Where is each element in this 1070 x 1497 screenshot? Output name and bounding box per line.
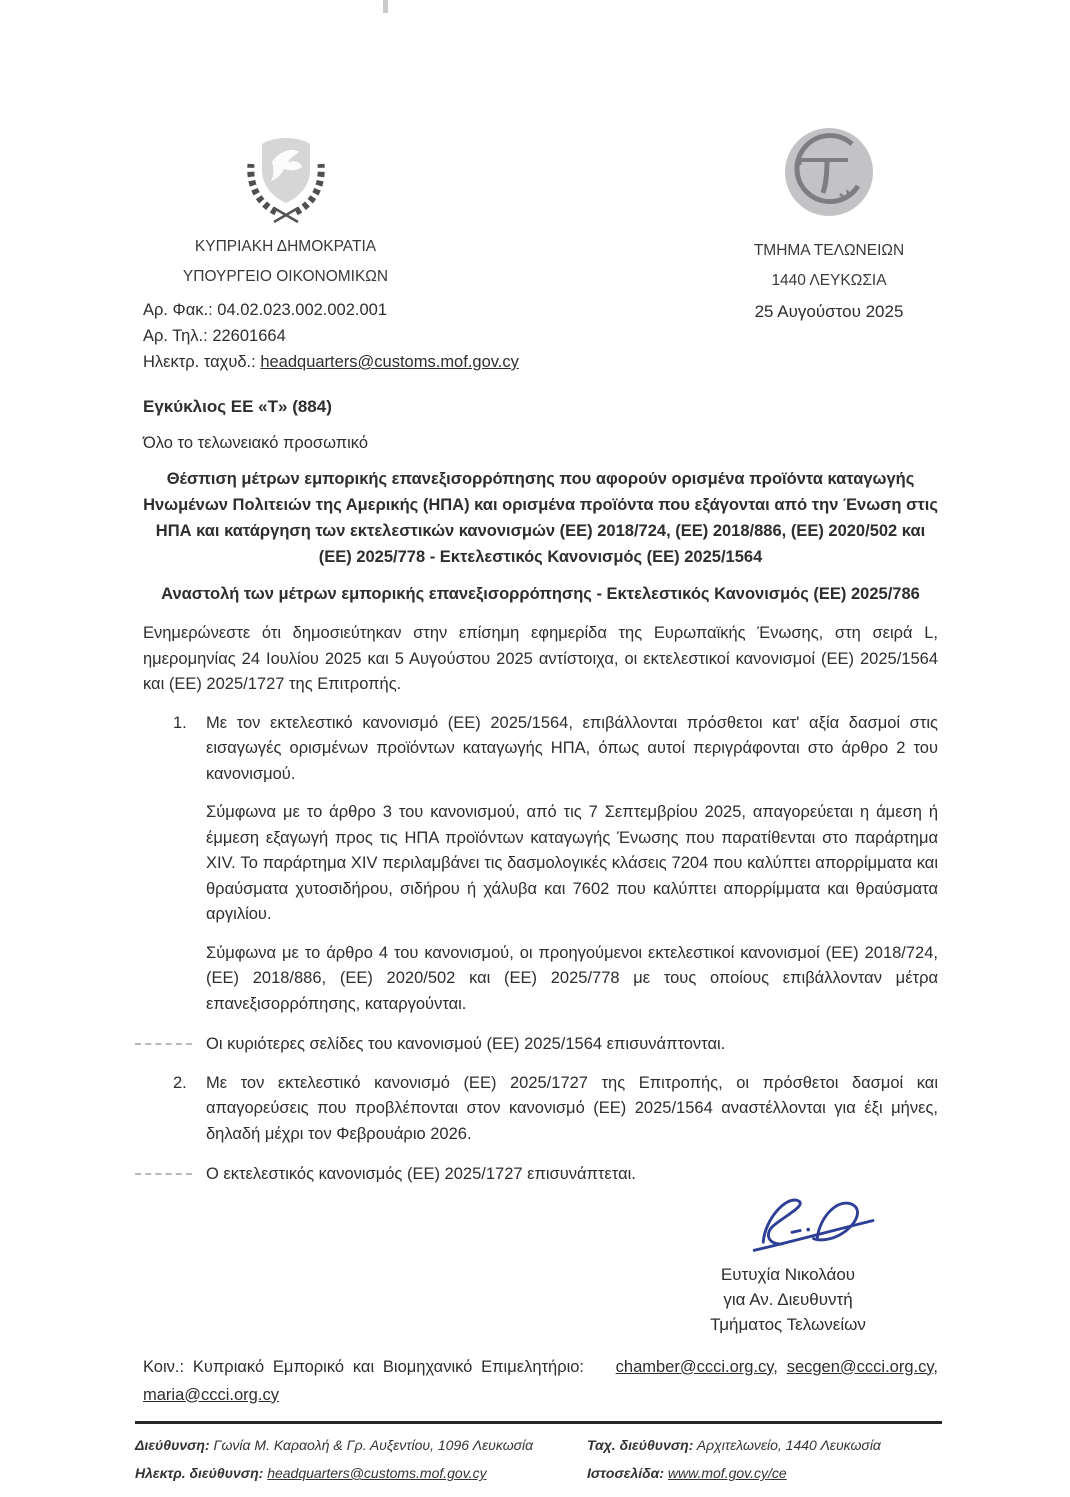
footer-website-label: Ιστοσελίδα: <box>587 1465 665 1481</box>
letterhead <box>143 126 938 322</box>
footer-postal-line <box>587 1437 942 1453</box>
cc-separator: , <box>933 1357 938 1376</box>
department-name: ΤΜΗΜΑ ΤΕΛΩΝΕΙΩΝ <box>753 242 905 259</box>
phone-number-line <box>143 323 938 349</box>
handwritten-signature-icon <box>730 1190 890 1262</box>
email-value: headquarters@customs.mof.gov.cy <box>260 353 519 371</box>
department-city: 1440 ΛΕΥΚΩΣΙΑ <box>771 272 887 289</box>
phone-number-value: 22601664 <box>212 327 286 345</box>
footer-email-label: Ηλεκτρ. διεύθυνση: <box>135 1465 264 1481</box>
list-item-2 <box>173 1071 938 1148</box>
cc-email-1: chamber@ccci.org.cy <box>615 1357 774 1376</box>
phone-number-label: Αρ. Τηλ.: <box>143 327 208 345</box>
republic-block <box>143 126 428 292</box>
file-number-label: Αρ. Φακ.: <box>143 301 213 319</box>
cc-label: Κοιν.: <box>143 1357 185 1376</box>
signature-block <box>638 1190 938 1337</box>
file-number-value: 04.02.023.002.002.001 <box>217 301 388 319</box>
footer-divider <box>135 1421 942 1424</box>
attachment-note-2-text: Ο εκτελεστικός κανονισμός (ΕΕ) 2025/1727 επισυνάπτεται. <box>206 1165 636 1183</box>
cc-organisation: Κυπριακό Εμπορικό και Βιομηχανικό Επιμελητήριο: <box>192 1357 585 1376</box>
footer-email-line <box>135 1465 587 1481</box>
ministry-name: ΥΠΟΥΡΓΕΙΟ ΟΙΚΟΝΟΜΙΚΩΝ <box>182 268 389 285</box>
customs-department-logo-icon <box>782 126 876 218</box>
department-block <box>704 126 954 322</box>
cyprus-coat-of-arms-icon <box>236 132 336 224</box>
list-item-1-number: 1. <box>173 713 187 732</box>
attachment-note-1-text: Οι κυριότερες σελίδες του κανονισμού (ΕΕ) 2025/1564 επισυνάπτονται. <box>206 1035 726 1053</box>
attachment-note-2 <box>143 1162 938 1188</box>
circular-heading: Εγκύκλιος ΕΕ «Τ» (884) <box>143 397 332 416</box>
cc-email-2: secgen@ccci.org.cy <box>786 1357 934 1376</box>
list-item-2-number: 2. <box>173 1073 187 1092</box>
list-item-1-paragraph-1: Με τον εκτελεστικό κανονισμό (ΕΕ) 2025/1564, επιβάλλονται πρόσθετοι κατ' αξία δασμοί στις εισαγωγές ορισμένων προϊόντων καταγωγής ΗΠΑ, όπως αυτοί περιγράφονται στο άρθρο 2 του κανονισμού. <box>206 713 938 783</box>
republic-name: ΚΥΠΡΙΑΚΗ ΔΗΜΟΚΡΑΤΙΑ <box>194 238 377 255</box>
recipient-line: Όλο το τελωνειακό προσωπικό <box>143 434 369 452</box>
signatory-capacity: για Αν. Διευθυντή <box>723 1289 853 1309</box>
footer-website-value: www.mof.gov.cy/ce <box>667 1465 787 1481</box>
list-item-1 <box>173 711 938 788</box>
list-item-2-paragraph-1: Με τον εκτελεστικό κανονισμό (ΕΕ) 2025/1727 της Επιτροπής, οι πρόσθετοι δασμοί και απαγορεύσεις που προβλέπονται στον κανονισμό (ΕΕ) 2025/1564 αναστέλλονται για έξι μήνες, δηλαδή μέχρι τον Φεβρουάριο 2026. <box>206 1073 938 1143</box>
footer-address-label: Διεύθυνση: <box>135 1437 210 1453</box>
attachment-dash <box>135 1173 192 1175</box>
footer-address-value: Γωνία Μ. Καραολή & Γρ. Αυξεντίου, 1096 Λευκωσία <box>213 1437 534 1453</box>
subject-title-2: Αναστολή των μέτρων εμπορικής επανεξισορρόπησης - Εκτελεστικός Κανονισμός (ΕΕ) 2025/786 <box>161 585 920 603</box>
footer-postal-label: Ταχ. διεύθυνση: <box>587 1437 694 1453</box>
attachment-dash <box>135 1043 192 1045</box>
footer-address-line <box>135 1437 587 1453</box>
intro-paragraph: Ενημερώνεστε ότι δημοσιεύτηκαν στην επίσημη εφημερίδα της Ευρωπαϊκής Ένωσης, στη σειρά L, ημερομηνίας 24 Ιουλίου 2025 και 5 Αυγούστου 2025 αντίστοιχα, οι εκτελεστικοί κανονισμοί (ΕΕ) 2025/1564 και (ΕΕ) 2025/1727 της Επιτροπής. <box>143 624 938 693</box>
cc-separator: , <box>773 1357 778 1376</box>
subject-title-1: Θέσπιση μέτρων εμπορικής επανεξισορρόπησης που αφορούν ορισμένα προϊόντα καταγωγής Ηνωμένων Πολιτειών της Αμερικής (ΗΠΑ) και ορισμένα προϊόντα που εξάγονται από την Ένωση στις ΗΠΑ και κατάργηση των εκτελεστικών κανονισμών (ΕΕ) 2018/724, (ΕΕ) 2018/886, (ΕΕ) 2020/502 και (ΕΕ) 2025/778 - Εκτελεστικός Κανονισμός (ΕΕ) 2025/1564 <box>143 470 938 566</box>
letter-date: 25 Αυγούστου 2025 <box>754 302 904 321</box>
footer-info <box>135 1437 942 1481</box>
attachment-note-1 <box>143 1032 938 1058</box>
footer-postal-value: Αρχιτελωνείο, 1440 Λευκωσία <box>696 1437 881 1453</box>
cc-email-3: maria@ccci.org.cy <box>143 1385 279 1404</box>
email-label: Ηλεκτρ. ταχυδ.: <box>143 353 256 371</box>
footer-email-value: headquarters@customs.mof.gov.cy <box>267 1465 487 1481</box>
scan-artifact <box>383 0 388 13</box>
email-line <box>143 349 938 375</box>
list-item-1-paragraph-2: Σύμφωνα με το άρθρο 3 του κανονισμού, από τις 7 Σεπτεμβρίου 2025, απαγορεύεται η άμεση ή έμμεση εξαγωγή προς τις ΗΠΑ προϊόντων καταγωγής Ένωσης που παρατίθενται στο παράρτημα XIV. Το παράρτημα XIV περιλαμβάνει τις δασμολογικές κλάσεις 7204 που καλύπτει απορρίμματα και θραύσματα χυτοσιδήρου, σιδήρου ή χάλυβα και 7602 που καλύπτει απορρίμματα και θραύσματα αργιλίου. <box>206 803 938 923</box>
page-footer <box>135 1421 942 1481</box>
signatory-department: Τμήματος Τελωνείων <box>710 1314 866 1334</box>
list-item-1-paragraph-3: Σύμφωνα με το άρθρο 4 του κανονισμού, οι προηγούμενοι εκτελεστικοί κανονισμοί (ΕΕ) 2018/724, (ΕΕ) 2018/886, (ΕΕ) 2020/502 και (ΕΕ) 2025/778 με τους οποίους επιβάλλονταν μέτρα επανεξισορρόπησης, καταργούνται. <box>206 943 938 1013</box>
signatory-name: Ευτυχία Νικολάου <box>720 1264 856 1284</box>
cc-paragraph <box>143 1353 938 1409</box>
footer-website-line <box>587 1465 942 1481</box>
